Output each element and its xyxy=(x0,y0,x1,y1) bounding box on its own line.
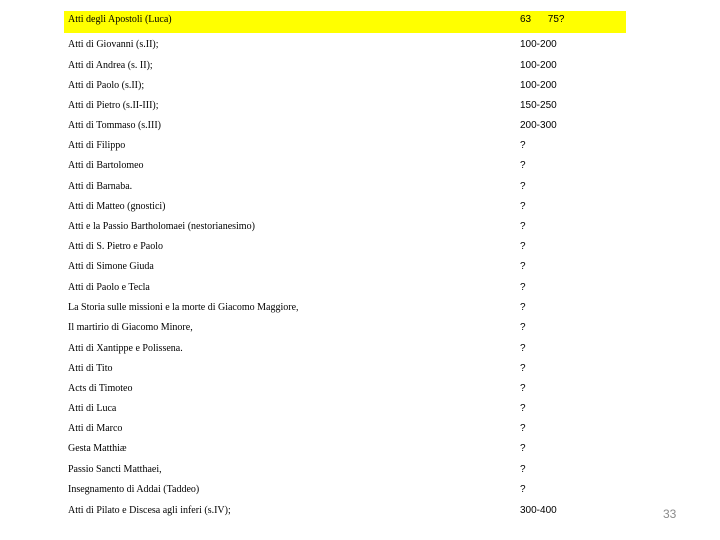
act-title: Acts di Timoteo xyxy=(68,383,133,394)
act-date: ? xyxy=(520,261,526,272)
act-title: Atti di Luca xyxy=(68,403,117,414)
act-title: Il martirio di Giacomo Minore, xyxy=(68,322,193,333)
table-row xyxy=(64,319,626,339)
act-title: Atti di Xantippe e Polissena. xyxy=(68,343,183,354)
act-date: ? xyxy=(520,302,526,313)
act-title: Atti di Tito xyxy=(68,363,113,374)
act-title: Atti di S. Pietro e Paolo xyxy=(68,241,163,252)
act-title: Passio Sancti Matthaei, xyxy=(68,464,162,475)
act-date: ? xyxy=(520,221,526,232)
table-row xyxy=(64,178,626,198)
act-date: ? xyxy=(520,241,526,252)
act-title: Atti degli Apostoli (Luca) xyxy=(68,14,172,25)
act-date: ? xyxy=(520,282,526,293)
act-date: 200-300 xyxy=(520,120,557,131)
act-date: ? xyxy=(520,343,526,354)
act-title: Atti di Pilato e Discesa agli inferi (s.IV); xyxy=(68,505,231,516)
act-date: ? xyxy=(520,363,526,374)
act-title: Atti di Paolo e Tecla xyxy=(68,282,150,293)
act-date: ? xyxy=(520,322,526,333)
act-title: Atti di Marco xyxy=(68,423,123,434)
act-title: Gesta Matthiæ xyxy=(68,443,127,454)
act-date: ? xyxy=(520,140,526,151)
act-title: Atti di Pietro (s.II-III); xyxy=(68,100,159,111)
table-row xyxy=(64,481,626,501)
act-date: 300-400 xyxy=(520,505,557,516)
act-date: ? xyxy=(520,160,526,171)
table-row xyxy=(64,258,626,278)
act-title: Atti e la Passio Bartholomaei (nestorianesimo) xyxy=(68,221,255,232)
act-title: La Storia sulle missioni e la morte di Giacomo Maggiore, xyxy=(68,302,299,313)
act-title: Atti di Giovanni (s.II); xyxy=(68,39,159,50)
table-row xyxy=(64,157,626,177)
table-row xyxy=(64,97,626,117)
table-row xyxy=(64,57,626,77)
act-date: ? xyxy=(520,484,526,495)
table-row xyxy=(64,36,626,56)
act-date: ? xyxy=(520,403,526,414)
act-title: Atti di Andrea (s. II); xyxy=(68,60,153,71)
table-row xyxy=(64,420,626,440)
table-row xyxy=(64,11,626,33)
act-date: 100-200 xyxy=(520,39,557,50)
act-title: Atti di Bartolomeo xyxy=(68,160,144,171)
table-row xyxy=(64,400,626,420)
act-title: Atti di Paolo (s.II); xyxy=(68,80,145,91)
table-row xyxy=(64,218,626,238)
act-date: 100-200 xyxy=(520,80,557,91)
table-row xyxy=(64,299,626,319)
act-date: ? xyxy=(520,423,526,434)
table-row xyxy=(64,461,626,481)
act-date: 100-200 xyxy=(520,60,557,71)
act-date: ? xyxy=(520,383,526,394)
table-row xyxy=(64,198,626,218)
table-row xyxy=(64,502,626,522)
act-date: 150-250 xyxy=(520,100,557,111)
table-row xyxy=(64,279,626,299)
act-title: Atti di Filippo xyxy=(68,140,126,151)
table-row xyxy=(64,360,626,380)
act-title: Atti di Matteo (gnostici) xyxy=(68,201,166,212)
page-number: 33 xyxy=(663,507,677,521)
table-row xyxy=(64,440,626,460)
table-row xyxy=(64,137,626,157)
act-date: ? xyxy=(520,443,526,454)
table-row xyxy=(64,238,626,258)
table-row xyxy=(64,117,626,137)
table-row xyxy=(64,380,626,400)
table-row xyxy=(64,77,626,97)
act-date: ? xyxy=(520,464,526,475)
table-row xyxy=(64,340,626,360)
act-title: Atti di Simone Giuda xyxy=(68,261,154,272)
act-date: ? xyxy=(520,181,526,192)
act-title: Insegnamento di Addai (Taddeo) xyxy=(68,484,200,495)
act-date: 63 75? xyxy=(520,14,565,25)
act-title: Atti di Tommaso (s.III) xyxy=(68,120,161,131)
act-date: ? xyxy=(520,201,526,212)
act-title: Atti di Barnaba. xyxy=(68,181,133,192)
